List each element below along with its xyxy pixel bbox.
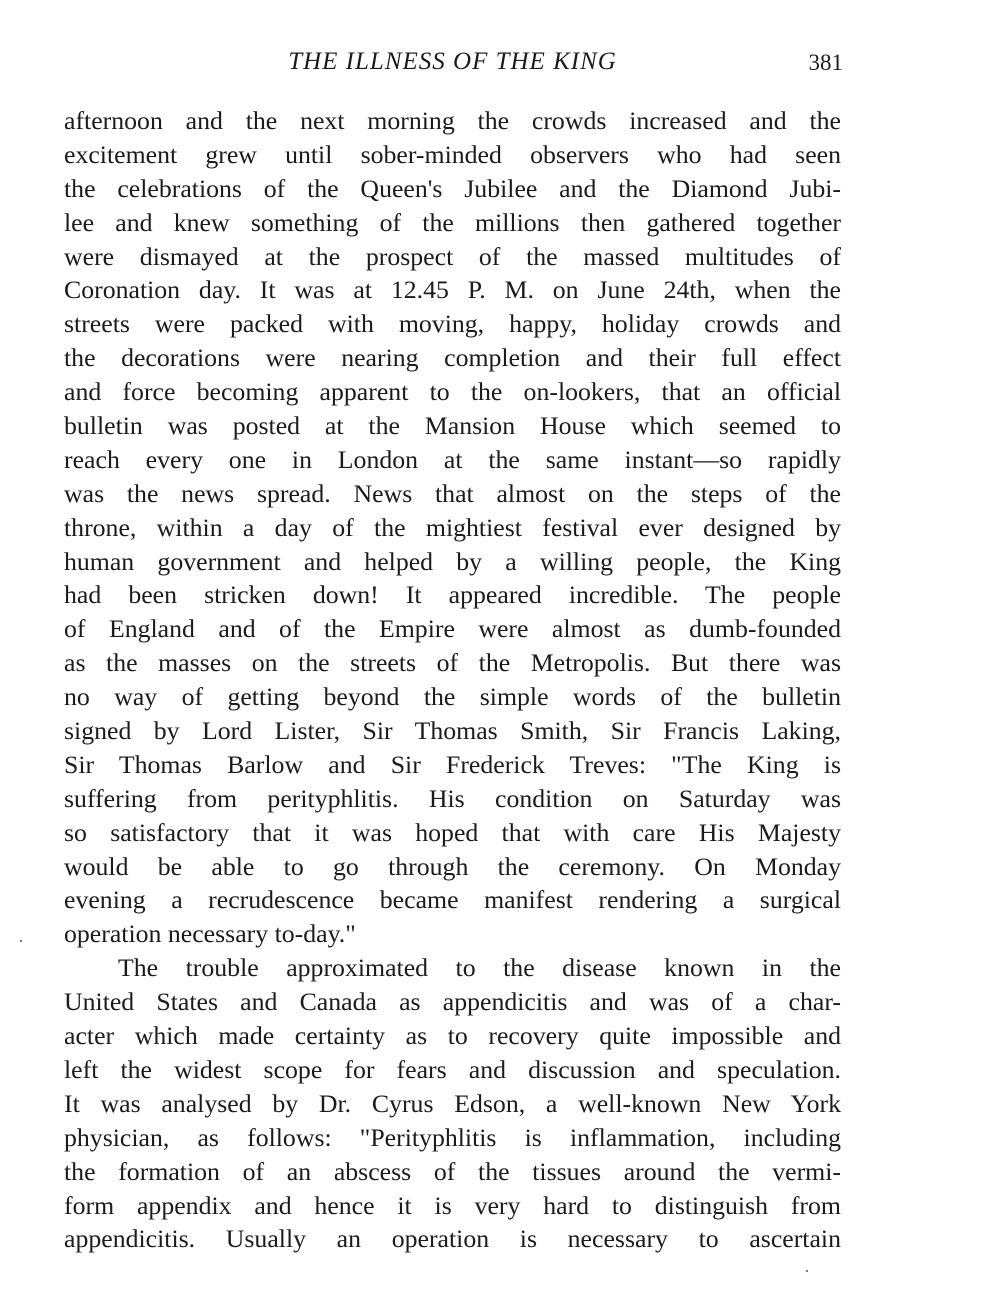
text-line: signed by Lord Lister, Sir Thomas Smith, Sir Francis Laking, bbox=[64, 716, 841, 746]
text-line: It was analysed by Dr. Cyrus Edson, a well-known New York bbox=[64, 1088, 841, 1118]
text-line: the decorations were nearing completion and their full effect bbox=[64, 343, 841, 373]
paragraph-1 bbox=[64, 104, 841, 951]
text-line: was the news spread. News that almost on the steps of the bbox=[64, 478, 841, 508]
text-line: Coronation day. It was at 12.45 P. M. on June 24th, when the bbox=[64, 275, 841, 305]
text-line: operation necessary to-day." bbox=[64, 919, 356, 949]
text-line: appendicitis. Usually an operation is necessary to ascertain bbox=[64, 1224, 841, 1254]
text-line: would be able to go through the ceremony. On Monday bbox=[64, 851, 841, 881]
scan-speck bbox=[20, 940, 22, 942]
text-line: form appendix and hence it is very hard to distinguish from bbox=[64, 1190, 841, 1220]
text-line: throne, within a day of the mightiest festival ever designed by bbox=[64, 512, 841, 542]
text-line: as the masses on the streets of the Metropolis. But there was bbox=[64, 648, 841, 678]
text-line: Sir Thomas Barlow and Sir Frederick Treves: "The King is bbox=[64, 749, 841, 779]
text-line: no way of getting beyond the simple words of the bulletin bbox=[64, 682, 841, 712]
paragraph-2 bbox=[64, 951, 841, 1256]
running-head bbox=[64, 48, 841, 82]
text-line: were dismayed at the prospect of the massed multitudes of bbox=[64, 241, 841, 271]
text-line: and force becoming apparent to the on-lookers, that an official bbox=[64, 377, 841, 407]
text-line: The trouble approximated to the disease known in the bbox=[118, 953, 841, 983]
text-line: afternoon and the next morning the crowds increased and the bbox=[64, 106, 841, 135]
text-line: so satisfactory that it was hoped that with care His Majesty bbox=[64, 817, 841, 847]
running-title: THE ILLNESS OF THE KING bbox=[288, 48, 617, 75]
text-line: of England and of the Empire were almost as dumb-founded bbox=[64, 614, 841, 644]
text-line: streets were packed with moving, happy, holiday crowds and bbox=[64, 309, 841, 339]
text-line: left the widest scope for fears and discussion and speculation. bbox=[64, 1054, 841, 1084]
scan-speck bbox=[806, 1270, 808, 1272]
text-line: bulletin was posted at the Mansion House which seemed to bbox=[64, 411, 841, 441]
text-line: United States and Canada as appendicitis and was of a char- bbox=[64, 987, 841, 1017]
text-line: the formation of an abscess of the tissues around the vermi- bbox=[64, 1156, 841, 1186]
text-line: excitement grew until sober-minded observers who had seen bbox=[64, 139, 841, 169]
page-number: 381 bbox=[808, 50, 843, 75]
body-text bbox=[64, 104, 841, 1256]
text-line: acter which made certainty as to recovery quite impossible and bbox=[64, 1021, 841, 1051]
text-line: reach every one in London at the same instant—so rapidly bbox=[64, 444, 841, 474]
text-line: evening a recrudescence became manifest rendering a surgical bbox=[64, 885, 841, 915]
text-line: lee and knew something of the millions then gathered together bbox=[64, 207, 841, 237]
text-line: human government and helped by a willing people, the King bbox=[64, 546, 841, 576]
text-line: suffering from perityphlitis. His condition on Saturday was bbox=[64, 783, 841, 813]
text-line: physician, as follows: "Perityphlitis is inflammation, including bbox=[64, 1122, 841, 1152]
text-line: had been stricken down! It appeared incredible. The people bbox=[64, 580, 841, 610]
text-line: the celebrations of the Queen's Jubilee and the Diamond Jubi- bbox=[64, 173, 841, 203]
